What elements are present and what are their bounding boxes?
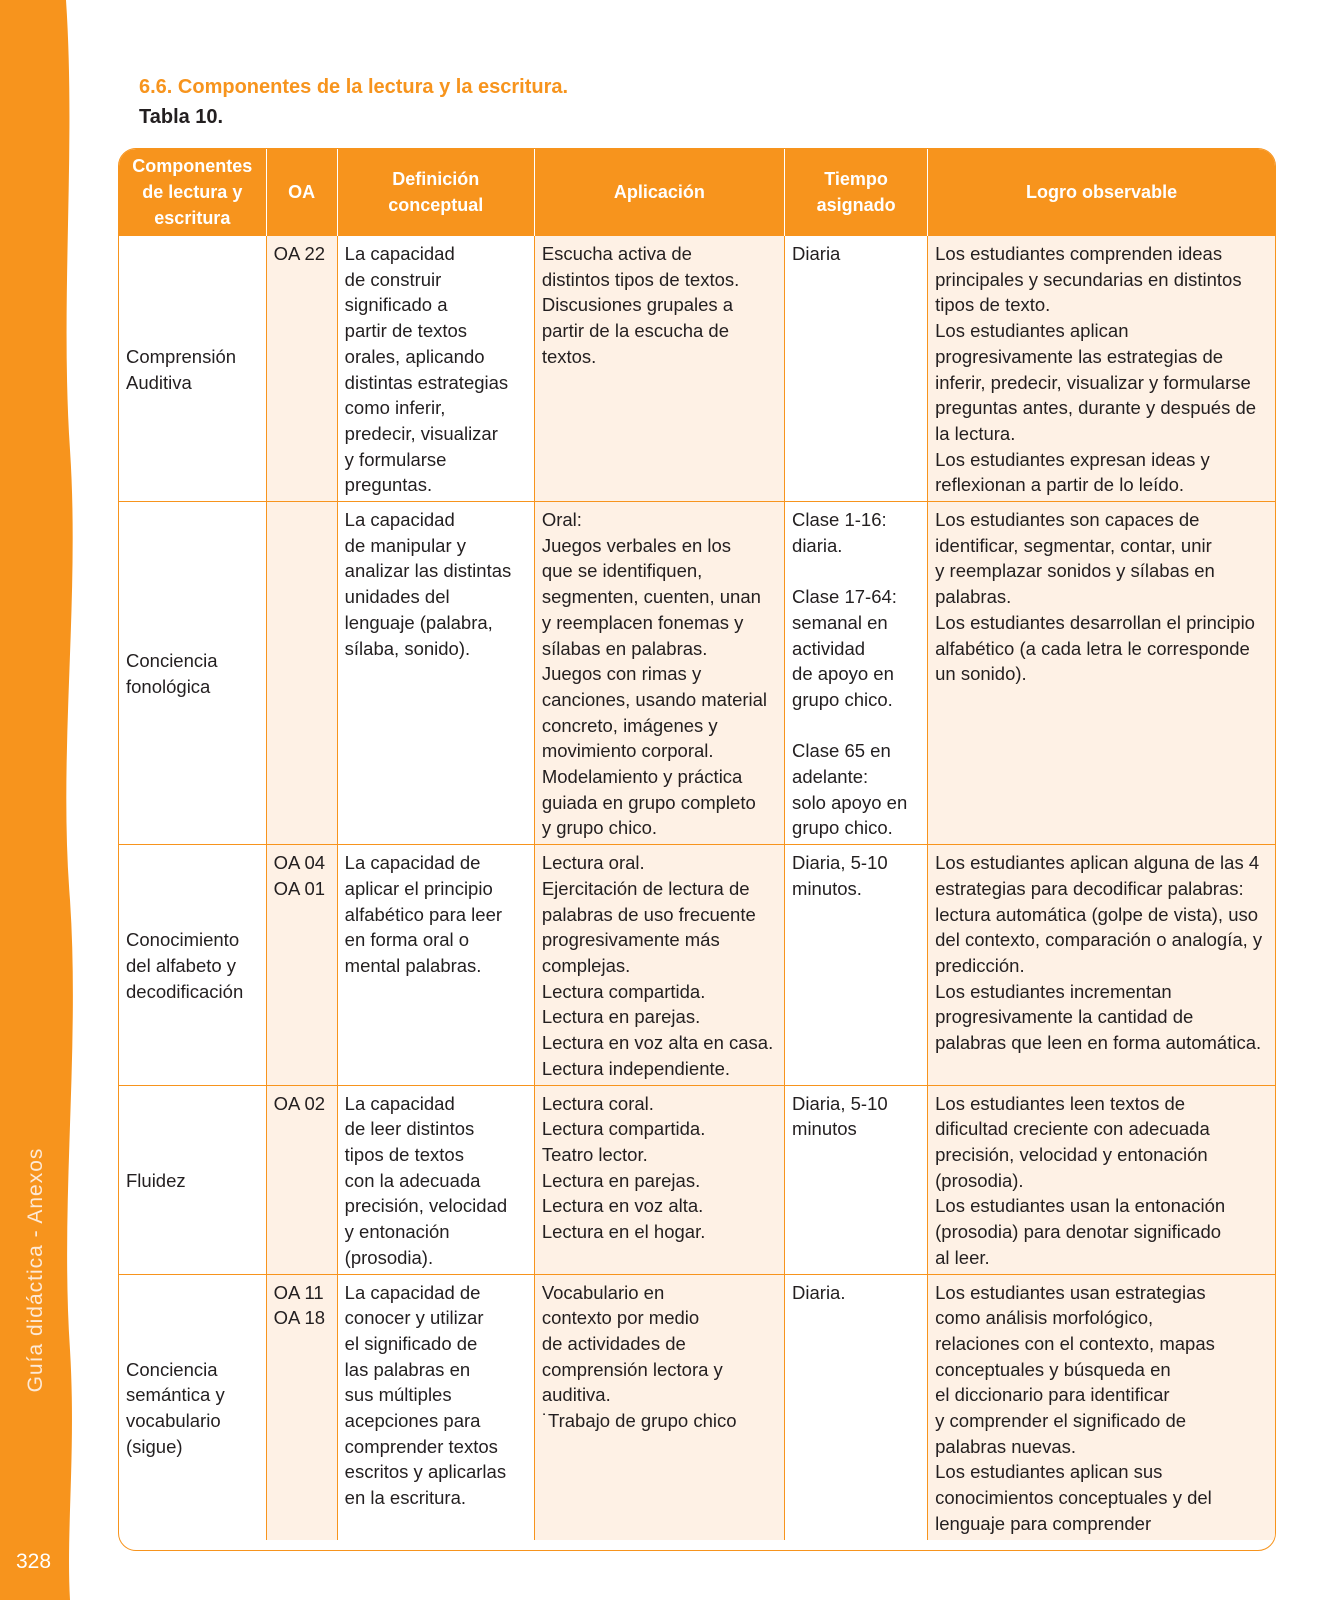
achievement-cell: Los estudiantes comprenden ideas principales y secundarias en distintos tipos de texto. Los estudiantes aplican progresivamente las estrategias de inferir, predecir, visualizar y formularse preguntas antes, durante y después de la lectura. Los estudiantes expresan ideas y reflexionan a partir de lo leído. xyxy=(928,236,1275,502)
achievement-cell: Los estudiantes leen textos de dificultad creciente con adecuada precisión, velocidad y entonación (prosodia). Los estudiantes usan la entonación (prosodia) para denotar significado al leer. xyxy=(928,1085,1275,1274)
component-cell: Conocimiento del alfabeto y decodificación xyxy=(119,845,266,1085)
section-heading: 6.6. Componentes de la lectura y la escritura. xyxy=(139,76,569,98)
achievement-cell: Los estudiantes usan estrategias como análisis morfológico, relaciones con el contexto, mapas conceptuales y búsqueda en el diccionario para identificar y comprender el significado de palabras nuevas. Los estudiantes aplican sus conocimientos conceptuales y del lenguaje para comprender xyxy=(928,1274,1275,1540)
oa-cell xyxy=(266,502,337,845)
application-cell: Lectura oral. Ejercitación de lectura de palabras de uso frecuente progresivamente más complejas. Lectura compartida. Lectura en parejas. Lectura en voz alta en casa. Lectura independiente. xyxy=(534,845,784,1085)
sidebar-label: Guía didáctica - Anexos xyxy=(24,1147,47,1393)
header-oa: OA xyxy=(266,149,337,236)
component-cell: Conciencia semántica y vocabulario (sigue) xyxy=(119,1274,266,1540)
table-row xyxy=(119,1274,1275,1540)
table-caption: Tabla 10. xyxy=(139,106,224,128)
oa-cell: OA 11 OA 18 xyxy=(266,1274,337,1540)
time-cell: Diaria, 5-10 minutos xyxy=(785,1085,928,1274)
time-cell: Diaria. xyxy=(785,1274,928,1540)
header-definition: Definición conceptual xyxy=(337,149,534,236)
table-header-row xyxy=(119,149,1275,236)
header-application: Aplicación xyxy=(534,149,784,236)
table-row xyxy=(119,845,1275,1085)
components-table-container xyxy=(118,148,1276,1551)
component-cell: Fluidez xyxy=(119,1085,266,1274)
achievement-cell: Los estudiantes son capaces de identificar, segmentar, contar, unir y reemplazar sonidos y sílabas en palabras. Los estudiantes desarrollan el principio alfabético (a cada letra le corresponde un sonido). xyxy=(928,502,1275,845)
definition-cell: La capacidad de construir significado a partir de textos orales, aplicando distintas estrategias como inferir, predecir, visualizar y formularse preguntas. xyxy=(337,236,534,502)
application-cell: Vocabulario en contexto por medio de actividades de comprensión lectora y auditiva. ˙Trabajo de grupo chico xyxy=(534,1274,784,1540)
table-row xyxy=(119,502,1275,845)
achievement-cell: Los estudiantes aplican alguna de las 4 estrategias para decodificar palabras: lectura automática (golpe de vista), uso del contexto, comparación o analogía, y predicción. Los estudiantes incrementan progresivamente la cantidad de palabras que leen en forma automática. xyxy=(928,845,1275,1085)
oa-cell: OA 04 OA 01 xyxy=(266,845,337,1085)
header-time: Tiempo asignado xyxy=(785,149,928,236)
sidebar-band xyxy=(0,0,72,1600)
page-number: 328 xyxy=(16,1550,52,1573)
time-cell: Diaria xyxy=(785,236,928,502)
application-cell: Lectura coral. Lectura compartida. Teatro lector. Lectura en parejas. Lectura en voz alta. Lectura en el hogar. xyxy=(534,1085,784,1274)
definition-cell: La capacidad de leer distintos tipos de textos con la adecuada precisión, velocidad y entonación (prosodia). xyxy=(337,1085,534,1274)
table-row xyxy=(119,236,1275,502)
header-components: Componentes de lectura y escritura xyxy=(119,149,266,236)
component-cell: Comprensión Auditiva xyxy=(119,236,266,502)
oa-cell: OA 02 xyxy=(266,1085,337,1274)
header-achievement: Logro observable xyxy=(928,149,1275,236)
time-cell: Clase 1-16: diaria. Clase 17-64: semanal en actividad de apoyo en grupo chico. Clase 65 en adelante: solo apoyo en grupo chico. xyxy=(785,502,928,845)
application-cell: Escucha activa de distintos tipos de textos. Discusiones grupales a partir de la escucha de textos. xyxy=(534,236,784,502)
definition-cell: La capacidad de conocer y utilizar el significado de las palabras en sus múltiples acepciones para comprender textos escritos y aplicarlas en la escritura. xyxy=(337,1274,534,1540)
definition-cell: La capacidad de aplicar el principio alfabético para leer en forma oral o mental palabras. xyxy=(337,845,534,1085)
application-cell: Oral: Juegos verbales en los que se identifiquen, segmenten, cuenten, unan y reemplacen fonemas y sílabas en palabras. Juegos con rimas y canciones, usando material concreto, imágenes y movimiento corporal. Modelamiento y práctica guiada en grupo completo y grupo chico. xyxy=(534,502,784,845)
table-row xyxy=(119,1085,1275,1274)
component-cell: Conciencia fonológica xyxy=(119,502,266,845)
components-table xyxy=(119,149,1275,1540)
oa-cell: OA 22 xyxy=(266,236,337,502)
time-cell: Diaria, 5-10 minutos. xyxy=(785,845,928,1085)
definition-cell: La capacidad de manipular y analizar las distintas unidades del lenguaje (palabra, sílaba, sonido). xyxy=(337,502,534,845)
